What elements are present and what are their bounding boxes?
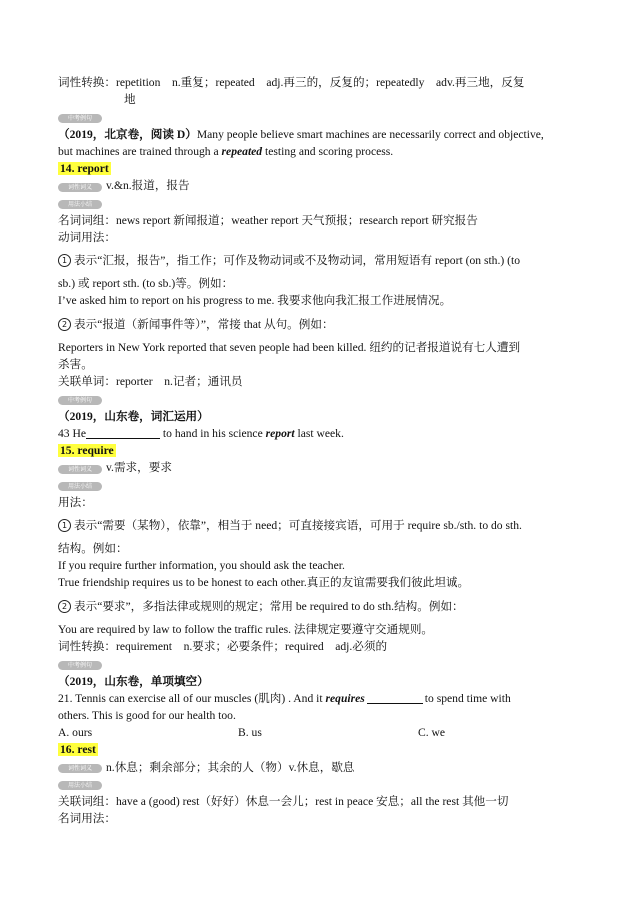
zhongkao-tag: 中考例句 — [58, 114, 102, 123]
word-14-pos-line — [58, 177, 588, 194]
example-3-text-a1: 21. Tennis can exercise all of our muscles (肌肉) . And it — [58, 691, 326, 705]
example-2-text-c: last week. — [294, 426, 344, 440]
circled-number-icon: 1 — [58, 519, 71, 532]
example-1-line-2 — [58, 143, 588, 160]
circled-number-icon: 2 — [58, 600, 71, 613]
word-14-related: 关联单词：reporter n.记者；通讯员 — [58, 375, 243, 389]
word-15-usage-2-text: 表示“要求”，多指法律或规则的规定；常用 be required to do sth.结构。例如： — [74, 599, 464, 613]
word-15-usage-1 — [58, 517, 588, 534]
word-14-noun-phrases: 名词词组：news report 新闻报道；weather report 天气预报；research report 研究报告 — [58, 213, 478, 227]
zhongkao-tag: 中考例句 — [58, 661, 102, 670]
option-b[interactable]: B. us — [238, 726, 262, 740]
example-3-line-2: others. This is good for our health too. — [58, 708, 236, 722]
word-heading-14 — [58, 160, 588, 177]
word-14-example-1: I’ve asked him to report on his progress to me. 我要求他向我汇报工作进展情况。 — [58, 294, 452, 308]
example-1-source: （2019，北京卷，阅读 D） — [58, 127, 197, 141]
answer-blank[interactable] — [86, 427, 160, 439]
example-2-keyword: report — [265, 426, 295, 440]
example-2-source: （2019，山东卷，词汇运用） — [58, 409, 209, 423]
word-14-usage-1 — [58, 252, 588, 269]
word-14-title: 14. report — [60, 162, 109, 176]
example-1-line-1 — [58, 126, 588, 143]
word-14-usage-2-text: 表示“报道（新闻事件等）”，常接 that 从句。例如： — [74, 317, 334, 331]
example-2-text-b: to hand in his science — [160, 426, 266, 440]
word-14-usage-1-cont: sb.) 或 report sth. (to sb.)等。例如： — [58, 277, 234, 291]
word-14-verb-usage: 动词用法： — [58, 230, 116, 244]
word-heading-15 — [58, 442, 588, 459]
example-3-line-1 — [58, 690, 588, 707]
option-c[interactable]: C. we — [418, 726, 446, 740]
example-3-options — [58, 724, 588, 741]
word-14-usage-2 — [58, 316, 588, 333]
word-15-example-1: If you require further information, you should ask the teacher. — [58, 559, 345, 573]
word-15-example-2: True friendship requires us to be honest to each other.真正的友谊需要我们彼此坦诚。 — [58, 576, 470, 590]
word-15-pos: v.需求，要求 — [106, 461, 172, 475]
circled-number-icon: 1 — [58, 254, 71, 267]
yongfa-tag: 用法小结 — [58, 200, 102, 209]
word-14-pos: v.&n.报道，报告 — [106, 179, 190, 193]
example-1-text-b2: testing and scoring process. — [262, 144, 394, 158]
option-a[interactable]: A. ours — [58, 726, 93, 740]
word-15-title: 15. require — [60, 444, 114, 458]
zhongkao-tag: 中考例句 — [58, 396, 102, 405]
word-14-usage-1-text: 表示“汇报，报告”，指工作；可作及物动词或不及物动词，常用短语有 report (on sth.) (to — [74, 254, 521, 268]
word-15-usage-1-cont: 结构。例如： — [58, 542, 128, 556]
word-15-usage-label: 用法： — [58, 495, 93, 509]
example-1-text-a: Many people believe smart machines are necessarily correct and objective, — [196, 127, 544, 141]
document-page — [58, 74, 588, 827]
word-16-pos-line — [58, 759, 588, 776]
answer-blank[interactable] — [367, 692, 423, 704]
conversion-line-1-cont: 地 — [124, 93, 136, 107]
cixing-tag: 词性词义 — [58, 183, 102, 192]
circled-number-icon: 2 — [58, 318, 71, 331]
word-15-usage-1-text: 表示“需要（某物），依靠”，相当于 need；可直接接宾语，可用于 require sb./sth. to do sth. — [74, 518, 522, 532]
example-2-line — [58, 425, 588, 442]
example-2-text-a: 43 He — [58, 426, 87, 440]
example-3-text-a2: to spend time with — [424, 691, 511, 705]
yongfa-tag: 用法小结 — [58, 482, 102, 491]
cixing-tag: 词性词义 — [58, 465, 102, 474]
example-1-keyword: repeated — [221, 144, 263, 158]
word-heading-16 — [58, 741, 588, 758]
word-15-pos-line — [58, 459, 588, 476]
word-14-example-2-cont: 杀害。 — [58, 358, 93, 372]
word-16-related-phrases: 关联词组：have a (good) rest（好好）休息一会儿；rest in peace 安息；all the rest 其他一切 — [58, 794, 509, 808]
word-15-usage-2 — [58, 598, 588, 615]
word-14-example-2: Reporters in New York reported that seven people had been killed. 纽约的记者报道说有七人遭到 — [58, 340, 521, 354]
cixing-tag: 词性词义 — [58, 764, 102, 773]
example-3-source: （2019，山东卷，单项填空） — [58, 674, 209, 688]
word-16-title: 16. rest — [60, 743, 96, 757]
word-15-conversion: 词性转换：requirement n.要求；必要条件；required adj.必须的 — [58, 640, 388, 654]
conversion-line-1: 词性转换：repetition n.重复；repeated adj.再三的，反复的；repeatedly adv.再三地，反复 — [58, 76, 525, 89]
example-3-keyword: requires — [325, 691, 365, 705]
word-16-noun-usage: 名词用法： — [58, 812, 116, 826]
word-16-pos: n.休息；剩余部分；其余的人（物）v.休息，歇息 — [106, 760, 355, 774]
yongfa-tag: 用法小结 — [58, 781, 102, 790]
word-15-example-3: You are required by law to follow the traffic rules. 法律规定要遵守交通规则。 — [58, 622, 434, 636]
example-1-text-b1: but machines are trained through a — [58, 144, 222, 158]
